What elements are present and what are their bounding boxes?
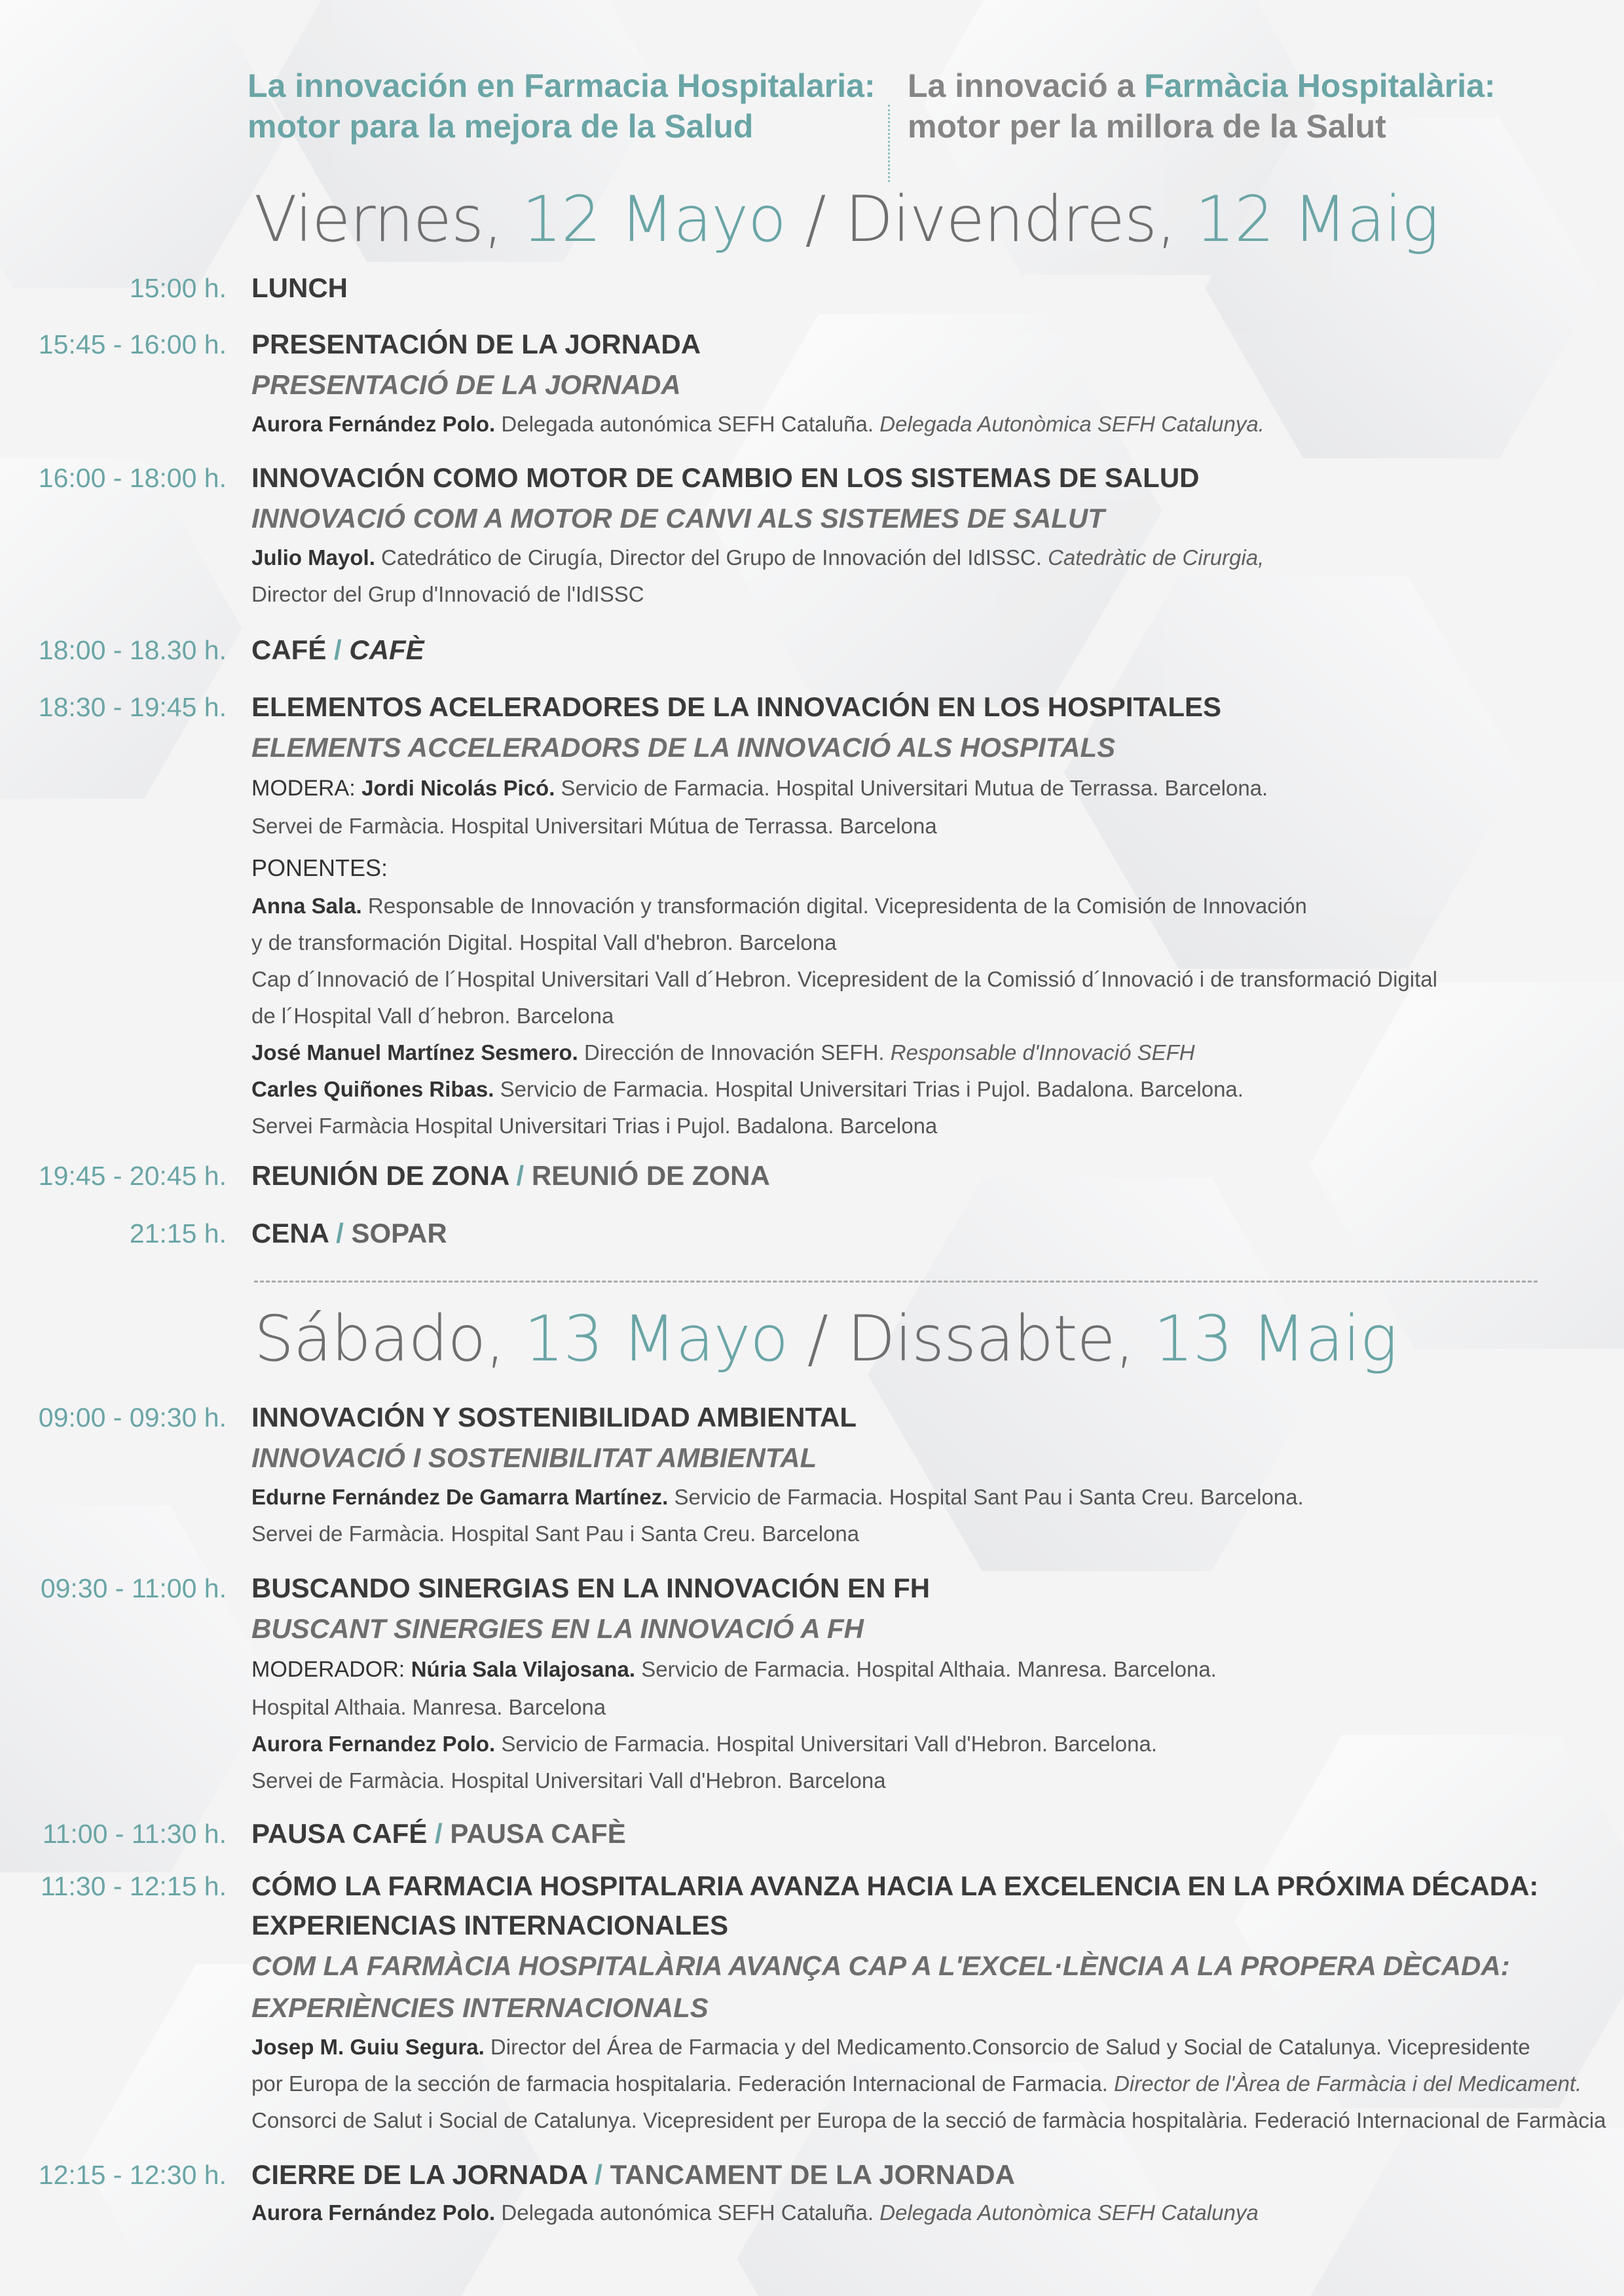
agenda-speaker: Aurora Fernández Polo. Delegada autonómica SEFH Cataluña. Delegada Autonòmica SEFH Catalunya	[251, 2200, 1259, 2225]
agenda-title: ELEMENTOS ACELERADORES DE LA INNOVACIÓN EN LOS HOSPITALES	[251, 691, 1222, 722]
agenda-time: 15:00 h.	[129, 273, 227, 303]
agenda-title: INNOVACIÓN Y SOSTENIBILIDAD AMBIENTAL	[251, 1402, 857, 1432]
agenda-speaker: José Manuel Martínez Sesmero. Dirección de Innovación SEFH. Responsable d'Innovació SEFH	[251, 1040, 1195, 1065]
agenda-subtitle: INNOVACIÓ COM A MOTOR DE CANVI ALS SISTEMES DE SALUT	[251, 503, 1105, 534]
agenda-time: 11:00 - 11:30 h.	[42, 1819, 227, 1849]
agenda-speaker-ca: Servei de Farmàcia. Hospital Sant Pau i Santa Creu. Barcelona	[251, 1522, 860, 1546]
header-title-es	[248, 65, 876, 147]
agenda-speaker-ca: Director del Grup d'Innovació de l'IdISSC	[251, 582, 644, 606]
agenda-time: 09:30 - 11:00 h.	[40, 1573, 227, 1603]
agenda-speaker-cont: y de transformación Digital. Hospital Vall d'hebron. Barcelona	[251, 930, 837, 955]
header-title-ca	[908, 65, 1496, 147]
header-divider	[888, 105, 890, 182]
agenda-moderator: MODERA: Jordi Nicolás Picó. Servicio de Farmacia. Hospital Universitari Mutua de Terrassa. Barcelona.	[251, 776, 1268, 801]
agenda-title: CÓMO LA FARMACIA HOSPITALARIA AVANZA HACIA LA EXCELENCIA EN LA PRÓXIMA DÉCADA:	[251, 1870, 1539, 1901]
agenda-subtitle-cont: EXPERIÈNCIES INTERNACIONALS	[251, 1992, 709, 2023]
agenda-time: 11:30 - 12:15 h.	[40, 1871, 227, 1901]
agenda-speaker-ca: de l´Hospital Vall d´hebron. Barcelona	[251, 1004, 614, 1028]
day-heading-friday: Viernes, 12 Mayo / Divendres, 12 Maig	[254, 183, 1439, 256]
agenda-time: 19:45 - 20:45 h.	[38, 1161, 227, 1191]
agenda-speaker-ca: Servei Farmàcia Hospital Universitari Trias i Pujol. Badalona. Barcelona	[251, 1114, 938, 1138]
agenda-title: LUNCH	[251, 272, 348, 303]
agenda-speaker: Carles Quiñones Ribas. Servicio de Farmacia. Hospital Universitari Trias i Pujol. Badalona. Barcelona.	[251, 1077, 1244, 1101]
agenda-time: 09:00 - 09:30 h.	[38, 1402, 227, 1432]
agenda-moderator-ca: Hospital Althaia. Manresa. Barcelona	[251, 1695, 606, 1719]
agenda-speaker-ca: Cap d´Innovació de l´Hospital Universitari Vall d´Hebron. Vicepresident de la Comissió d´Innovació i de transformació Digital	[251, 967, 1437, 991]
agenda-speaker-cont: por Europa de la sección de farmacia hospitalaria. Federación Internacional de Farmacia. Director de l'Àrea de Farmàcia i del Medicament.	[251, 2071, 1582, 2096]
agenda-time: 18:00 - 18.30 h.	[38, 635, 227, 665]
agenda-subtitle: INNOVACIÓ I SOSTENIBILITAT AMBIENTAL	[251, 1442, 817, 1473]
header-es-line2: motor para la mejora de la Salud	[248, 108, 754, 145]
agenda-time: 12:15 - 12:30 h.	[38, 2160, 227, 2190]
agenda-title: PAUSA CAFÉ / PAUSA CAFÈ	[251, 1818, 626, 1849]
agenda-speaker-ca: Consorci de Salut i Social de Catalunya. Vicepresident per Europa de la secció de farmàcia hospitalària. Federació Internacional de Farmàcia	[251, 2108, 1606, 2132]
agenda-title: PRESENTACIÓN DE LA JORNADA	[251, 329, 701, 359]
agenda-time: 21:15 h.	[129, 1218, 227, 1248]
header-es-line1: La innovación en Farmacia Hospitalaria:	[248, 67, 876, 104]
agenda-moderator-ca: Servei de Farmàcia. Hospital Universitari Mútua de Terrassa. Barcelona	[251, 814, 937, 838]
agenda-subtitle: BUSCANT SINERGIES EN LA INNOVACIÓ A FH	[251, 1613, 864, 1644]
speakers-label: PONENTES:	[251, 854, 388, 881]
program-header	[248, 65, 1518, 190]
agenda-title: BUSCANDO SINERGIAS EN LA INNOVACIÓN EN FH	[251, 1573, 931, 1603]
agenda-title: CAFÉ / CAFÈ	[251, 634, 424, 665]
header-ca-line1: La innovació a Farmàcia Hospitalària:	[908, 67, 1496, 104]
agenda-speaker: Anna Sala. Responsable de Innovación y transformación digital. Vicepresidenta de la Comisión de Innovación	[251, 894, 1307, 918]
agenda-title: CIERRE DE LA JORNADA / TANCAMENT DE LA JORNADA	[251, 2159, 1015, 2190]
agenda-subtitle: COM LA FARMÀCIA HOSPITALÀRIA AVANÇA CAP A L'EXCEL·LÈNCIA A LA PROPERA DÈCADA:	[251, 1950, 1510, 1981]
agenda-speaker: Josep M. Guiu Segura. Director del Área de Farmacia y del Medicamento.Consorcio de Salud y Social de Catalunya. Vicepresidente	[251, 2035, 1530, 2059]
agenda-time: 15:45 - 16:00 h.	[38, 329, 227, 359]
agenda-speaker: Edurne Fernández De Gamarra Martínez. Servicio de Farmacia. Hospital Sant Pau i Santa Creu. Barcelona.	[251, 1485, 1304, 1509]
agenda-title: REUNIÓN DE ZONA / REUNIÓ DE ZONA	[251, 1160, 770, 1191]
agenda-speaker: Aurora Fernandez Polo. Servicio de Farmacia. Hospital Universitari Vall d'Hebron. Barcelona.	[251, 1732, 1157, 1756]
agenda-title: CENA / SOPAR	[251, 1218, 447, 1248]
day-separator	[254, 1281, 1538, 1283]
agenda-time: 18:30 - 19:45 h.	[38, 692, 227, 722]
agenda-speaker: Aurora Fernández Polo. Delegada autonómica SEFH Cataluña. Delegada Autonòmica SEFH Catalunya.	[251, 412, 1264, 436]
header-ca-line2: motor per la millora de la Salut	[908, 108, 1386, 145]
agenda-title-cont: EXPERIENCIAS INTERNACIONALES	[251, 1910, 729, 1941]
agenda-title: INNOVACIÓN COMO MOTOR DE CAMBIO EN LOS SISTEMAS DE SALUD	[251, 462, 1200, 493]
agenda-subtitle: PRESENTACIÓ DE LA JORNADA	[251, 369, 681, 400]
agenda-speaker-ca: Servei de Farmàcia. Hospital Universitari Vall d'Hebron. Barcelona	[251, 1768, 886, 1793]
agenda-speaker: Julio Mayol. Catedrático de Cirugía, Director del Grupo de Innovación del IdISSC. Catedràtic de Cirurgia,	[251, 545, 1264, 570]
day-heading-saturday: Sábado, 13 Mayo / Dissabte, 13 Maig	[254, 1302, 1397, 1376]
agenda-time: 16:00 - 18:00 h.	[38, 463, 227, 493]
agenda-moderator: MODERADOR: Núria Sala Vilajosana. Servicio de Farmacia. Hospital Althaia. Manresa. Barcelona.	[251, 1657, 1217, 1682]
agenda-subtitle: ELEMENTS ACCELERADORS DE LA INNOVACIÓ ALS HOSPITALS	[251, 732, 1116, 763]
